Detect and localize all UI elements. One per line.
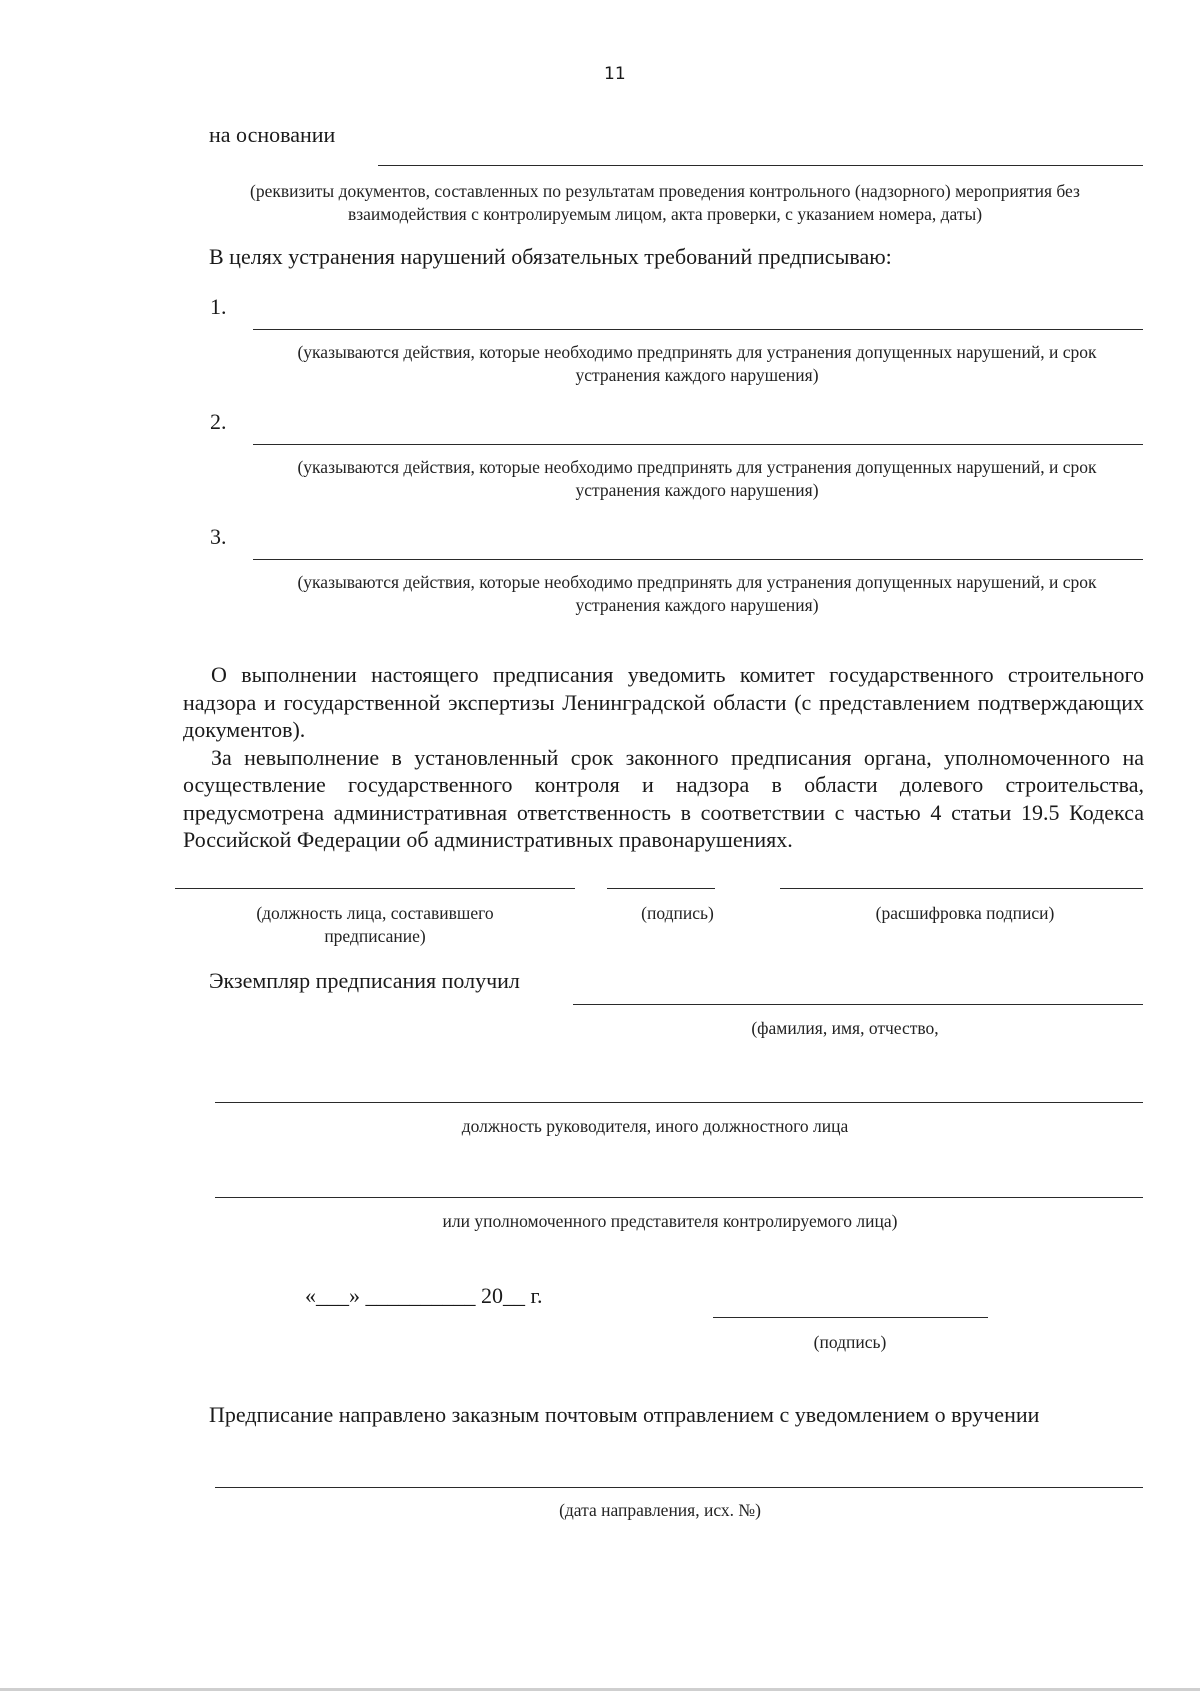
item-2-caption: (указываются действия, которые необходимо предпринять для устранения допущенных нарушений, и срок устранения каждого нарушения): [297, 457, 1097, 500]
receipt-position-line: [215, 1102, 1143, 1103]
receipt-label: Экземпляр предписания получил: [209, 968, 520, 993]
item-3-fill-line: [253, 559, 1143, 560]
item-1-caption: (указываются действия, которые необходимо предпринять для устранения допущенных нарушений, и срок устранения каждого нарушения): [297, 342, 1097, 385]
mailing-label: Предписание направлено заказным почтовым отправлением с уведомлением о вручении: [209, 1402, 1040, 1427]
receipt-representative-line: [215, 1197, 1143, 1198]
receipt-signature-line: [713, 1317, 988, 1318]
decoding-signature-line: [780, 888, 1143, 889]
mailing-caption: (дата направления, исх. №): [559, 1500, 761, 1520]
receipt-caption-name: (фамилия, имя, отчество,: [751, 1018, 939, 1038]
prescription-heading: В целях устранения нарушений обязательных требований предписываю:: [209, 244, 892, 269]
receipt-caption-representative: или уполномоченного представителя контролируемого лица): [442, 1211, 898, 1231]
mailing-date-line: [215, 1487, 1143, 1488]
basis-label: на основании: [209, 122, 336, 147]
notice-paragraph: О выполнении настоящего предписания уведомить комитет государственного строительного надзора и государственной экспертизы Ленинградской области (с представлением подтверждающих документов).: [183, 662, 1144, 742]
page-number: 11: [604, 64, 626, 84]
signature-caption: (подпись): [641, 903, 714, 923]
item-3-caption: (указываются действия, которые необходимо предпринять для устранения допущенных нарушений, и срок устранения каждого нарушения): [297, 572, 1097, 615]
item-2-number: 2.: [210, 409, 227, 434]
receipt-caption-position: должность руководителя, иного должностного лица: [461, 1116, 849, 1136]
item-3-number: 3.: [210, 524, 227, 549]
position-caption: (должность лица, составившего предписание): [256, 903, 494, 946]
body-paragraphs: [183, 661, 1144, 854]
item-2-fill-line: [253, 444, 1143, 445]
scan-bottom-edge: [0, 1688, 1200, 1691]
basis-fill-line: [378, 165, 1143, 166]
receipt-name-line: [573, 1004, 1143, 1005]
liability-paragraph: За невыполнение в установленный срок законного предписания органа, уполномоченного на осуществление государственного контроля и надзора в области долевого строительства, предусмотрена административная ответственность в соответствии с частью 4 статьи 19.5 Кодекса Российской Федерации об административных правонарушениях.: [183, 744, 1144, 852]
basis-caption: (реквизиты документов, составленных по результатам проведения контрольного (надзорного) мероприятия без взаимодействия с контролируемым лицом, акта проверки, с указанием номера, даты): [250, 181, 1080, 224]
receipt-signature-caption: (подпись): [813, 1332, 887, 1352]
signature-line: [607, 888, 715, 889]
item-1-fill-line: [253, 329, 1143, 330]
decoding-caption: (расшифровка подписи): [875, 903, 1055, 923]
item-1-number: 1.: [210, 294, 227, 319]
receipt-date-template: «___» __________ 20__ г.: [305, 1283, 543, 1308]
position-signature-line: [175, 888, 575, 889]
